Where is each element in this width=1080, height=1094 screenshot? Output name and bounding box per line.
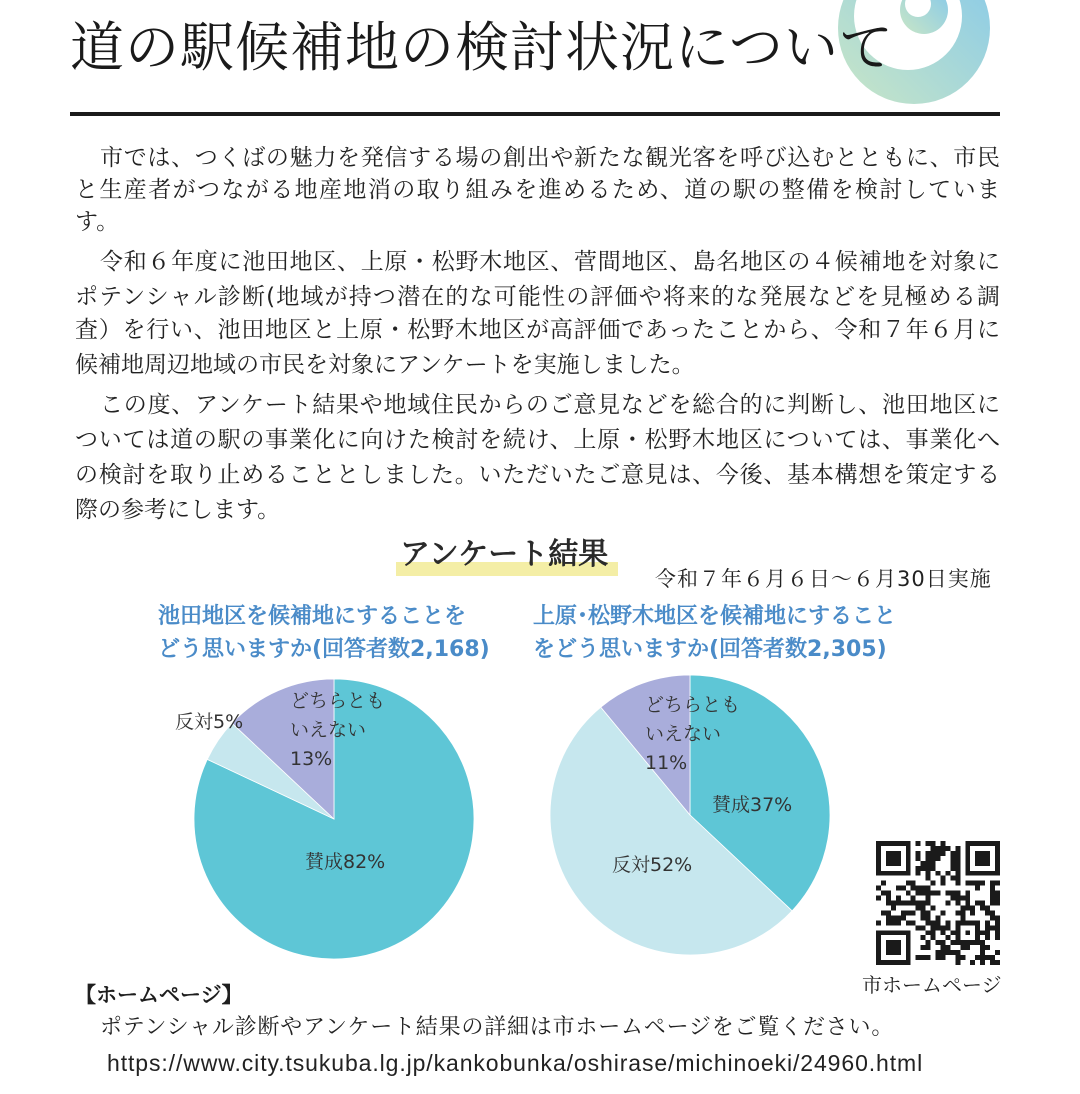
paragraph-line: の検討を取り止めることとしました。いただいたご意見は、今後、基本構想を策定する [75,462,1000,488]
pie-1-label-neutral-line: いえない [290,719,367,741]
paragraph-line: ついては道の駅の事業化に向けた検討を続け、上原・松野木地区については、事業化へ [75,427,1000,453]
chart-2-title [533,600,896,666]
pie-1-label-neutral-line: どちらとも [290,690,386,712]
homepage-url: https://www.city.tsukuba.lg.jp/kankobunka/oshirase/michinoeki/24960.html [107,1050,924,1076]
paragraph-line: す。 [75,209,120,235]
paragraph-line: 市では、つくばの魅力を発信する場の創出や新たな観光客を呼び込むとともに、市民 [100,145,1000,171]
paragraph-line: 査）を行い、池田地区と上原・松野木地区が高評価であったことから、令和７年６月に [75,317,1000,343]
chart-1-title-line: 池田地区を候補地にすることを [158,604,467,629]
chart-1-title [158,600,490,666]
title-rule [70,112,1000,116]
qr-caption: 市ホームページ [862,973,1002,997]
paragraph-line: ポテンシャル診断(地域が持つ潜在的な可能性の評価や将来的な発展などを見極める調 [75,284,1000,310]
pie-2-label-neutral [645,691,740,778]
page-title: 道の駅候補地の検討状況について [70,16,894,79]
pie-2-label-neutral-line: いえない [645,723,722,745]
paragraph-line: 際の参考にします。 [75,497,281,523]
paragraph-line: 候補地周辺地域の市民を対象にアンケートを実施しました。 [75,352,695,378]
survey-period: 令和７年６月６日～６月30日実施 [655,567,992,591]
pie-2-label-neutral-value: 11% [645,752,688,774]
pie-2-label-agree: 賛成37% [712,794,793,816]
pie-1-label-neutral [290,687,385,774]
pie-1-label-neutral-value: 13% [290,748,333,770]
paragraph-line: と生産者がつながる地産地消の取り組みを進めるため、道の駅の整備を検討していま [75,177,1000,203]
homepage-text: ポテンシャル診断やアンケート結果の詳細は市ホームページをご覧ください。 [100,1015,895,1040]
pie-2-label-neutral-line: どちらとも [645,694,741,716]
paragraph-line: この度、アンケート結果や地域住民からのご意見などを総合的に判断し、池田地区に [100,392,1000,418]
homepage-heading: 【ホームページ】 [75,983,243,1007]
survey-heading: アンケート結果 [400,537,609,572]
chart-2-title-line: 上原･松野木地区を候補地にすること [533,604,897,629]
qr-code [876,841,1000,965]
chart-1-title-line: どう思いますか(回答者数2,168) [158,637,490,662]
paragraph-line: 令和６年度に池田地区、上原・松野木地区、菅間地区、島名地区の４候補地を対象に [100,249,1000,275]
pie-1-label-oppose: 反対5% [175,711,244,733]
pie-2-label-oppose: 反対52% [612,854,693,876]
pie-1-label-agree: 賛成82% [305,851,386,873]
chart-2-title-line: をどう思いますか(回答者数2,305) [533,637,887,662]
